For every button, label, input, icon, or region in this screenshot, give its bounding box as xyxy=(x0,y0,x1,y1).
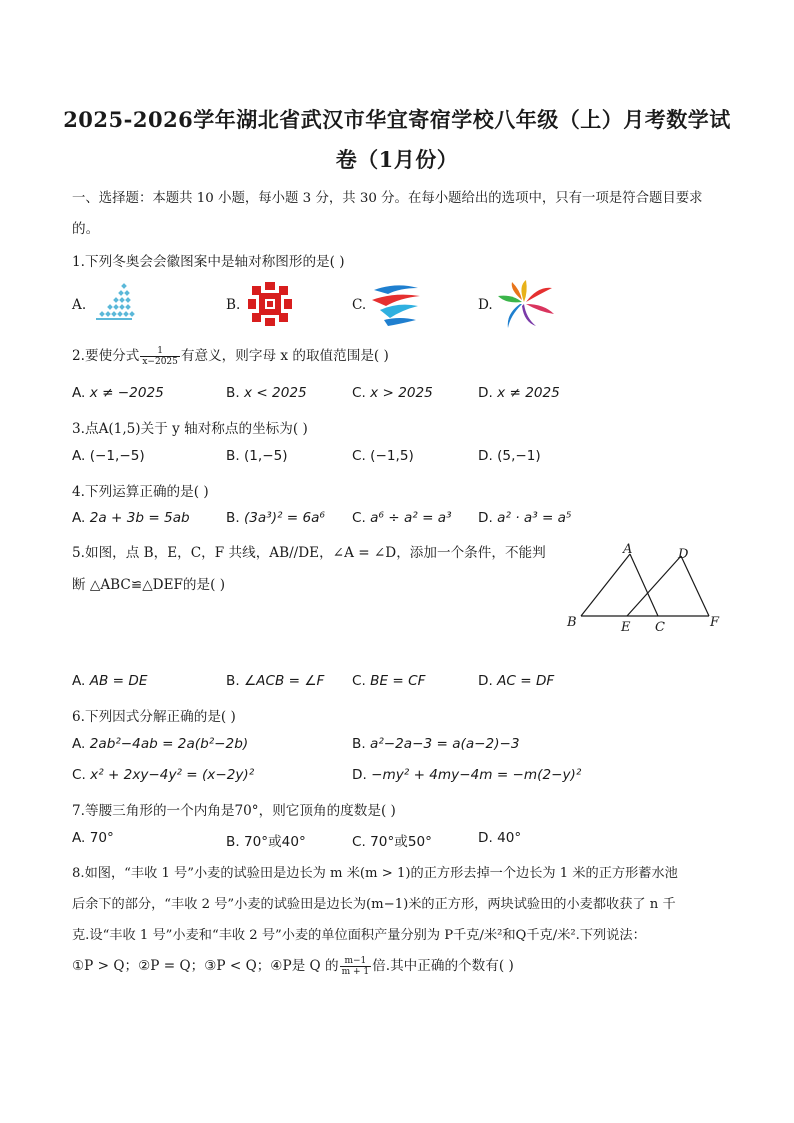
q5-option-b: B. ∠ACB = ∠F xyxy=(226,673,325,689)
q7-stem: 7.等腰三角形的一个内角是70°，则它顶角的度数是( ) xyxy=(72,803,396,819)
q5-triangle-figure xyxy=(560,540,730,640)
q2-stem: 2.要使分式 $\frac{1}{x-2025}$ 有意义，则字母 x 的取值范围是( ) xyxy=(72,346,389,367)
emblem-a-icon xyxy=(92,282,136,324)
q7-option-c: C. 70°或50° xyxy=(352,834,432,850)
q6-option-d: D. −my² + 4my−4m = −m(2−y)² xyxy=(352,767,582,783)
section-instruction-line-1: 一、选择题：本题共 10 小题，每小题 3 分，共 30 分。在每小题给出的选项中，只有一项是符合题目要求 xyxy=(72,191,703,206)
q5-stem-line-2: 断 △ABC≌△DEF的是( ) xyxy=(72,577,226,593)
title-line-1: 2025-2026学年湖北省武汉市华宜寄宿学校八年级（上）月考数学试 xyxy=(63,107,731,132)
q8-line-4: ①P > Q；②P = Q；③P < Q；④P是 Q 的 $\frac{m-1}{m + 1}$ 倍.其中正确的个数有( ) xyxy=(72,956,514,977)
title-line-2: 卷（1月份） xyxy=(335,147,459,172)
section-instruction-line-2: 的。 xyxy=(72,221,100,237)
q2-option-c: C. x > 2025 xyxy=(352,385,433,401)
point-c-label: C xyxy=(655,620,665,635)
point-e-label: E xyxy=(621,620,631,635)
point-d-label: D xyxy=(678,547,689,562)
q2-option-d: D. x ≠ 2025 xyxy=(478,385,560,401)
q1-option-c-label: C. xyxy=(352,297,367,313)
q4-option-a: A. 2a + 3b = 5ab xyxy=(72,510,190,526)
emblem-c-icon xyxy=(370,280,422,328)
q6-option-c: C. x² + 2xy−4y² = (x−2y)² xyxy=(72,767,255,783)
q1-option-a-label: A. xyxy=(72,297,87,313)
q7-option-d: D. 40° xyxy=(478,830,522,846)
q3-option-d: D. (5,−1) xyxy=(478,448,541,464)
emblem-d-icon xyxy=(496,278,556,330)
q3-option-b: B. (1,−5) xyxy=(226,448,288,464)
q1-option-b-label: B. xyxy=(226,297,241,313)
q4-stem: 4.下列运算正确的是( ) xyxy=(72,484,209,500)
q7-option-b: B. 70°或40° xyxy=(226,834,306,850)
q3-option-a: A. (−1,−5) xyxy=(72,448,145,464)
emblem-b-icon xyxy=(246,280,294,328)
q6-stem: 6.下列因式分解正确的是( ) xyxy=(72,709,236,725)
q2-fraction: $\frac{1}{x-2025}$ xyxy=(142,346,178,367)
q5-option-c: C. BE = CF xyxy=(352,673,426,689)
q2-option-a: A. x ≠ −2025 xyxy=(72,385,164,401)
q2-option-b: B. x < 2025 xyxy=(226,385,307,401)
q1-option-d-label: D. xyxy=(478,297,493,313)
q3-stem: 3.点A(1,5)关于 y 轴对称点的坐标为( ) xyxy=(72,421,308,437)
segment-ab xyxy=(581,554,630,616)
q1-stem: 1.下列冬奥会会徽图案中是轴对称图形的是( ) xyxy=(72,254,345,270)
q7-option-a: A. 70° xyxy=(72,830,114,846)
point-a-label: A xyxy=(623,542,633,557)
segment-df xyxy=(681,556,709,616)
q6-option-b: B. a²−2a−3 = a(a−2)−3 xyxy=(352,736,520,752)
q8-line-2: 后余下的部分，“丰收 2 号”小麦的试验田是边长为(m−1)米的正方形，两块试验田的小麦都收获了 n 千 xyxy=(72,897,676,912)
point-b-label: B xyxy=(567,615,577,630)
q5-stem-line-1: 5.如图，点 B，E，C，F 共线，AB//DE，∠A = ∠D，添加一个条件，不能判 xyxy=(72,545,546,561)
q3-option-c: C. (−1,5) xyxy=(352,448,414,464)
segment-ac xyxy=(630,554,658,616)
q4-option-d: D. a² · a³ = a⁵ xyxy=(478,510,572,526)
q8-line-3: 克.设“丰收 1 号”小麦和“丰收 2 号”小麦的单位面积产量分别为 P千克/米²和Q千克/米².下列说法： xyxy=(72,928,646,943)
point-f-label: F xyxy=(710,615,720,630)
q4-option-b: B. (3a³)² = 6a⁶ xyxy=(226,510,325,526)
q4-option-c: C. a⁶ ÷ a² = a³ xyxy=(352,510,452,526)
q8-fraction: $\frac{m-1}{m + 1}$ xyxy=(341,956,370,977)
q5-option-d: D. AC = DF xyxy=(478,673,555,689)
q6-option-a: A. 2ab²−4ab = 2a(b²−2b) xyxy=(72,736,249,752)
q5-option-a: A. AB = DE xyxy=(72,673,148,689)
q8-line-1: 8.如图，“丰收 1 号”小麦的试验田是边长为 m 米(m > 1)的正方形去掉一个边长为 1 米的正方形蓄水池 xyxy=(72,866,678,881)
